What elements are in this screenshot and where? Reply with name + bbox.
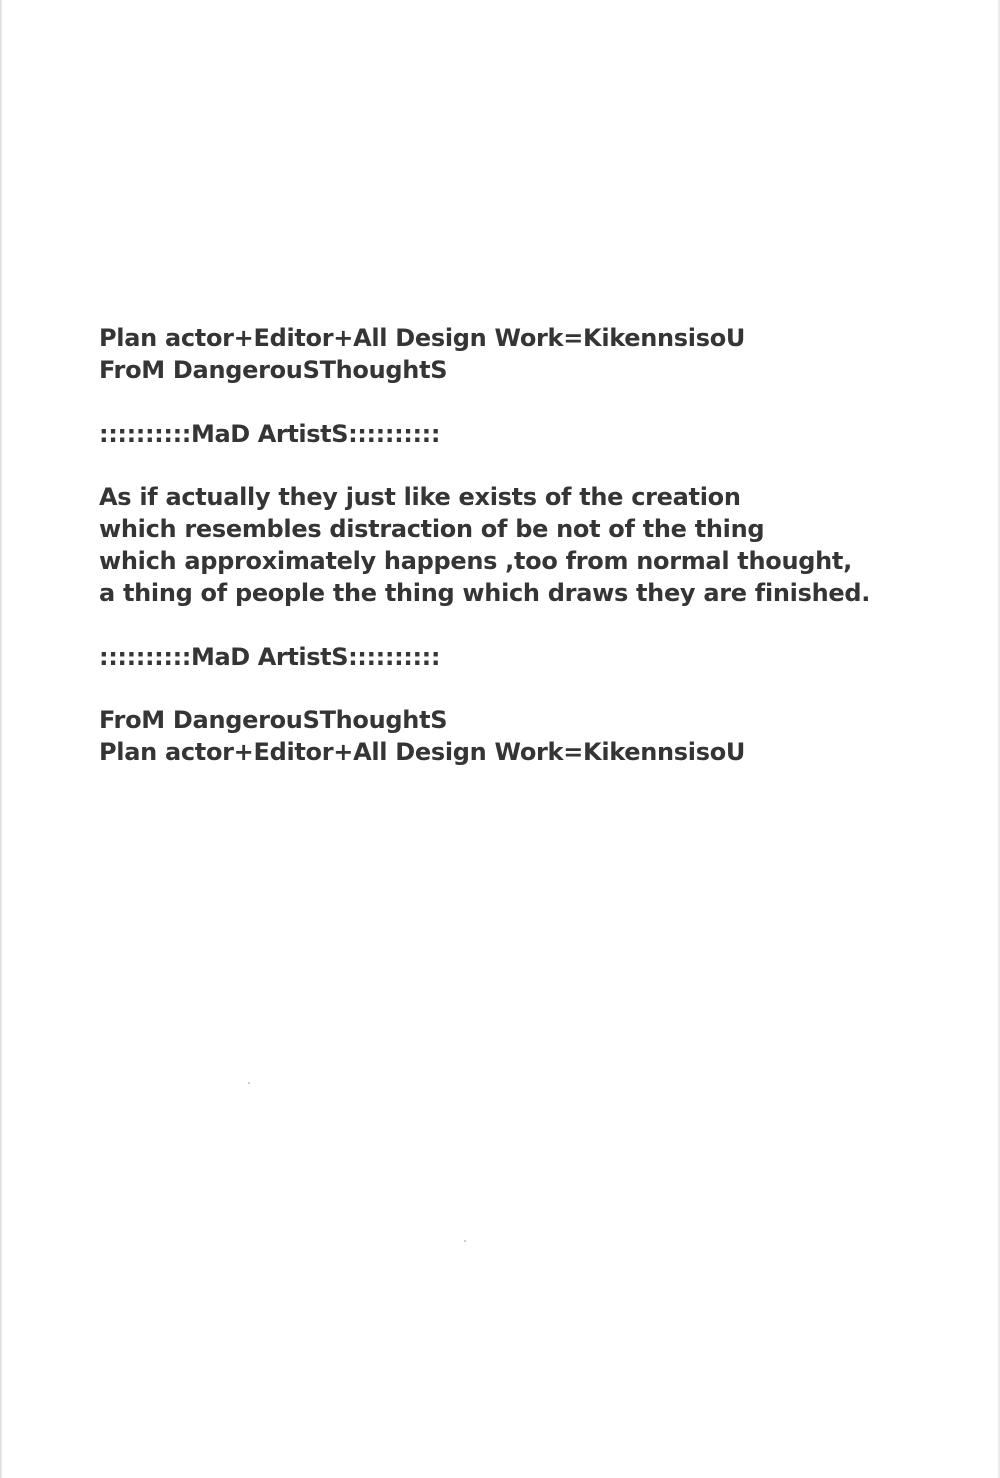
credits-bottom-line: FroM DangerouSThoughtS <box>99 706 448 734</box>
separator-heading <box>99 418 440 450</box>
separator-heading-text: ::::::::::MaD ArtistS:::::::::: <box>99 420 441 448</box>
credits-bottom <box>99 704 745 768</box>
scan-speck <box>248 1082 250 1084</box>
statement-paragraph <box>99 481 870 609</box>
separator-heading <box>99 641 440 673</box>
statement-line: which resembles distraction of be not of the thing <box>99 515 765 543</box>
scan-speck <box>464 1240 466 1242</box>
credits-top-line: Plan actor+Editor+All Design Work=KikennsisoU <box>99 324 746 352</box>
statement-line: which approximately happens ,too from normal thought, <box>99 547 852 575</box>
credits-top-line: FroM DangerouSThoughtS <box>99 356 448 384</box>
page-left-edge <box>0 0 3 1478</box>
statement-line: a thing of people the thing which draws they are finished. <box>99 579 871 607</box>
separator-heading-text: ::::::::::MaD ArtistS:::::::::: <box>99 643 441 671</box>
credits-top <box>99 322 745 386</box>
statement-line: As if actually they just like exists of the creation <box>99 483 741 511</box>
credits-bottom-line: Plan actor+Editor+All Design Work=KikennsisoU <box>99 738 746 766</box>
